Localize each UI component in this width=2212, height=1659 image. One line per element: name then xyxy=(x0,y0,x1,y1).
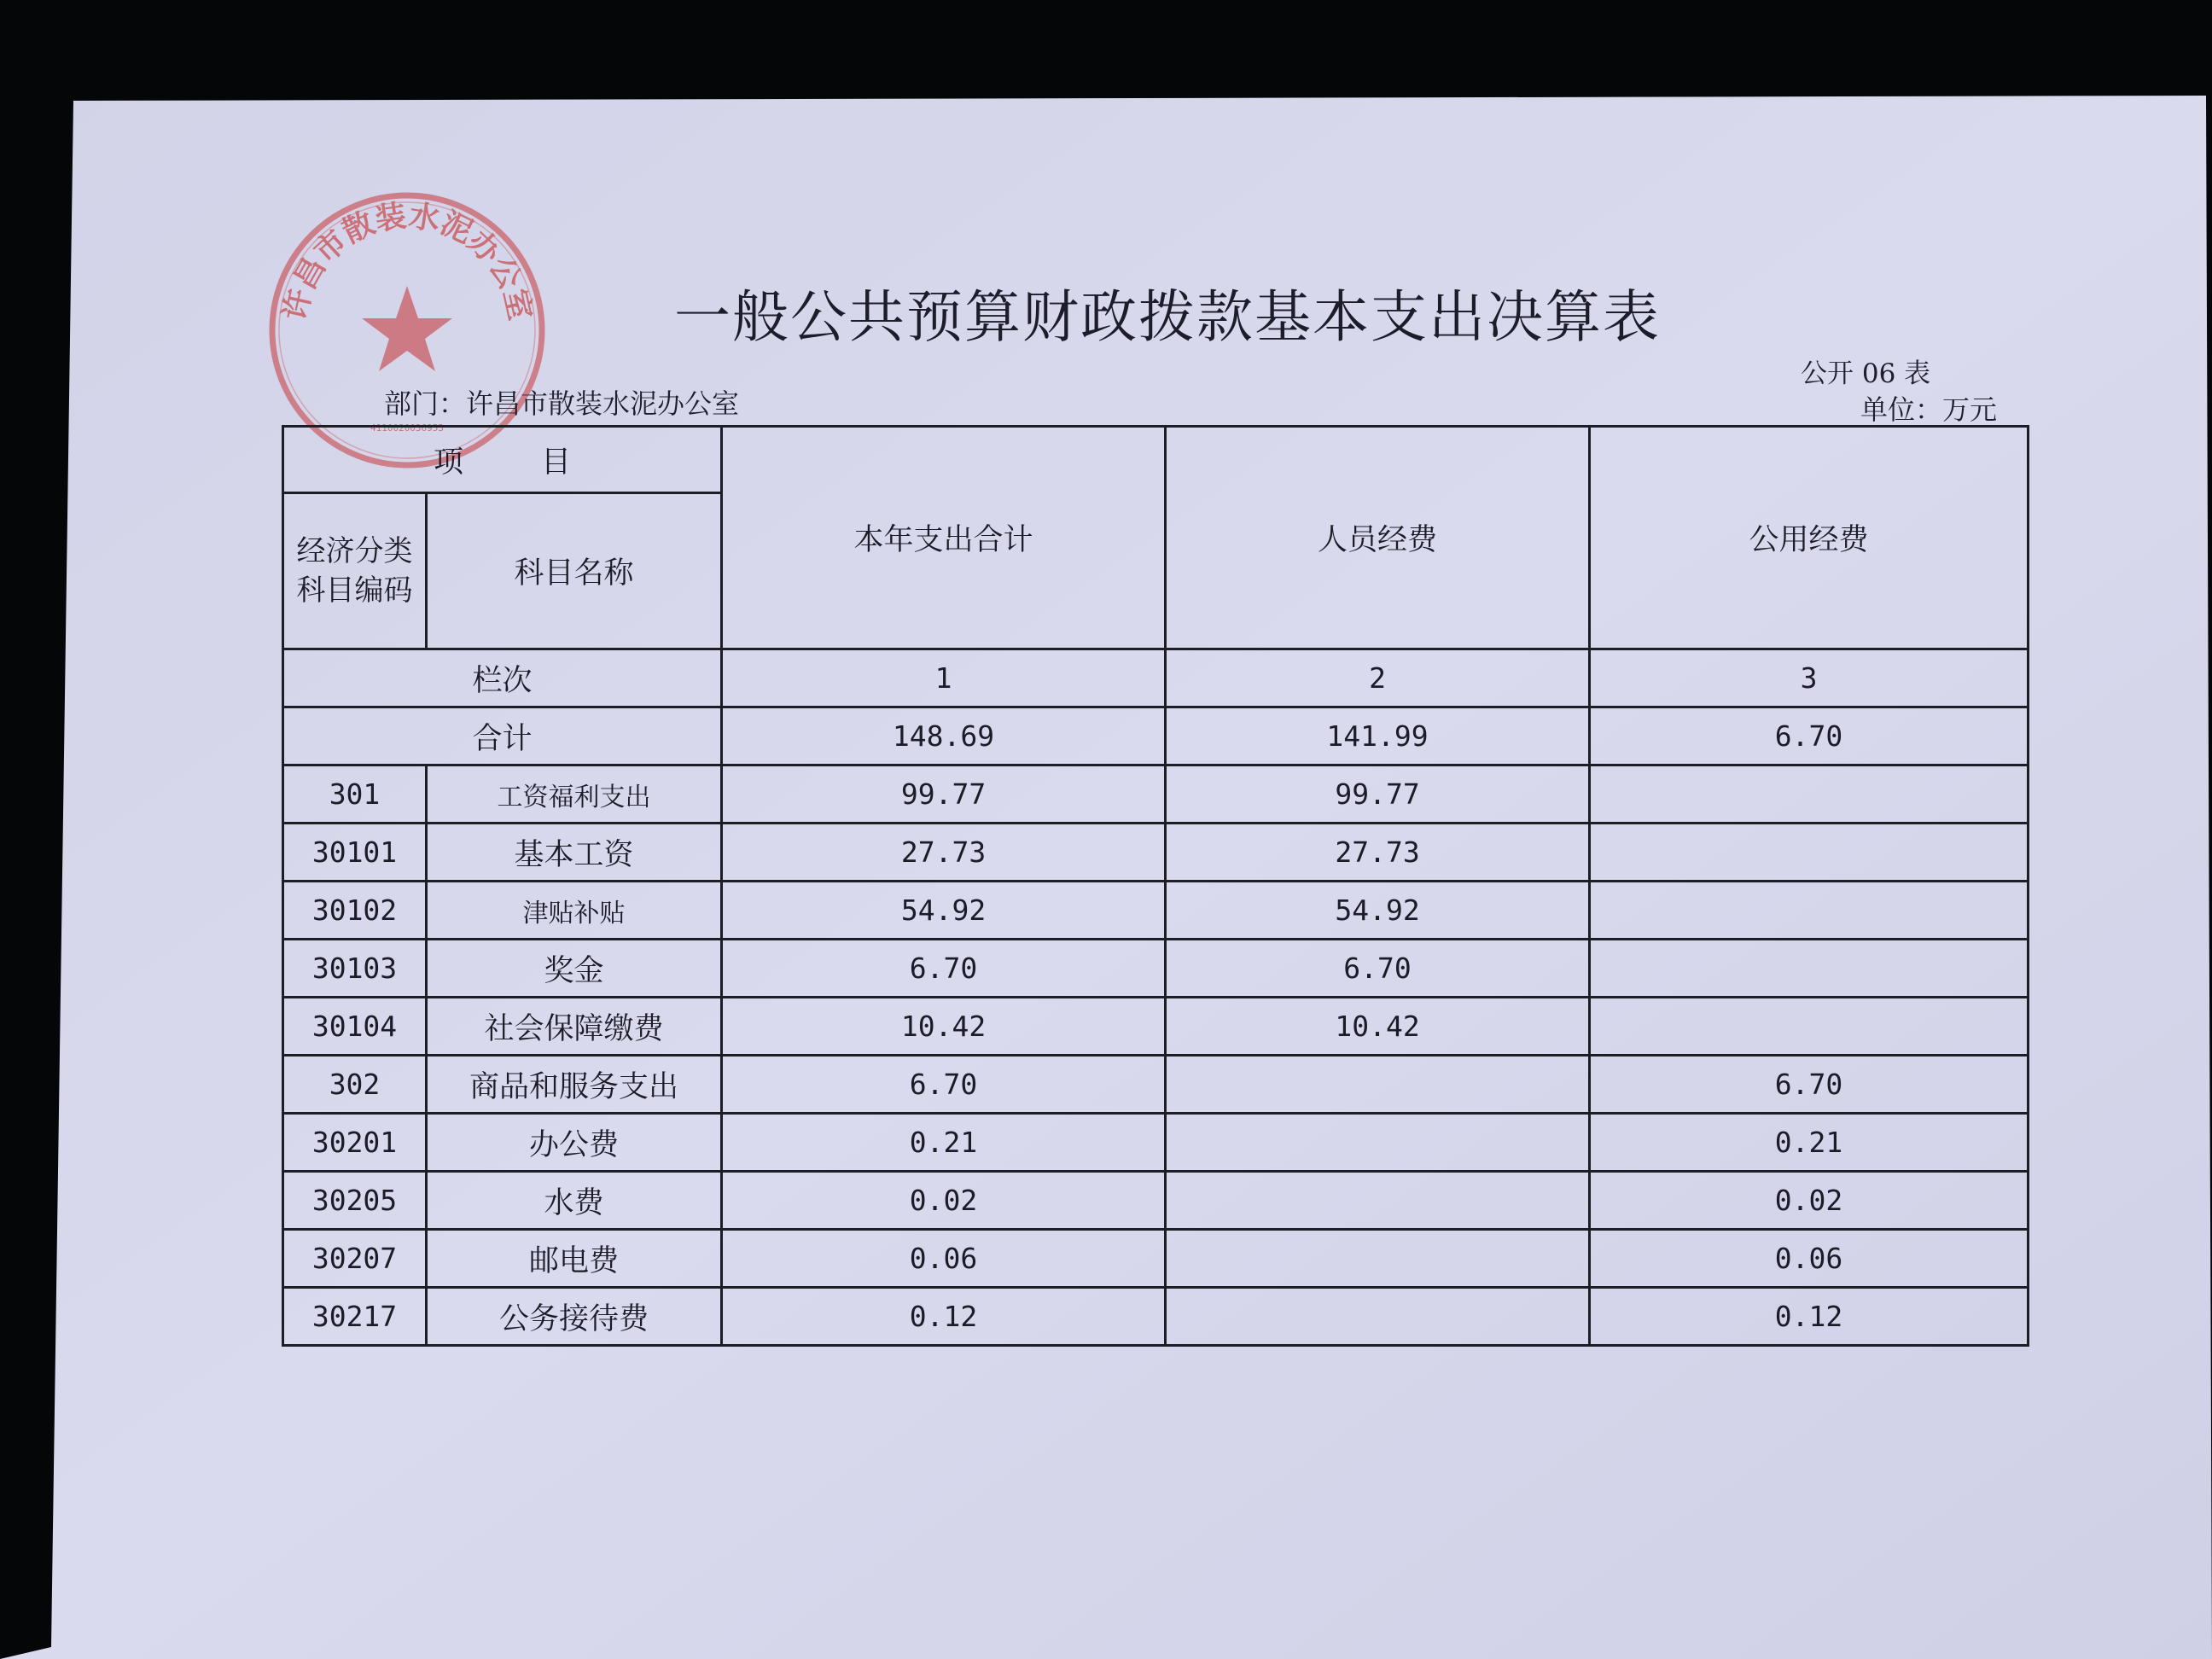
row-name: 奖金 xyxy=(427,940,722,998)
row-code: 30205 xyxy=(283,1172,427,1230)
row-personnel: 6.70 xyxy=(1166,940,1590,998)
row-total: 6.70 xyxy=(722,1056,1166,1114)
row-public xyxy=(1590,765,2029,824)
row-name: 邮电费 xyxy=(427,1230,722,1288)
row-total: 99.77 xyxy=(722,765,1166,824)
row-public xyxy=(1590,882,2029,940)
row-total: 0.06 xyxy=(722,1230,1166,1288)
row-total: 0.12 xyxy=(722,1288,1166,1346)
row-total: 0.02 xyxy=(722,1172,1166,1230)
row-name: 工资福利支出 xyxy=(427,765,722,824)
table-row xyxy=(283,1230,2029,1288)
row-personnel: 54.92 xyxy=(1166,882,1590,940)
column-index-2: 2 xyxy=(1166,649,1590,707)
header-econ-code: 经济分类科目编码 xyxy=(283,493,427,649)
table-row xyxy=(283,882,2029,940)
sum-label: 合计 xyxy=(283,707,722,765)
row-public: 0.21 xyxy=(1590,1114,2029,1172)
row-name: 公务接待费 xyxy=(427,1288,722,1346)
table-row xyxy=(283,1056,2029,1114)
column-index-row xyxy=(283,649,2029,707)
sum-total: 148.69 xyxy=(722,707,1166,765)
row-public: 6.70 xyxy=(1590,1056,2029,1114)
row-total: 54.92 xyxy=(722,882,1166,940)
header-total: 本年支出合计 xyxy=(722,427,1166,649)
column-index-label: 栏次 xyxy=(283,649,722,707)
row-name: 基本工资 xyxy=(427,824,722,882)
table-row xyxy=(283,1114,2029,1172)
row-name: 水费 xyxy=(427,1172,722,1230)
seal-text: 许昌市散装水泥办公室 xyxy=(277,198,538,324)
row-personnel xyxy=(1166,1056,1590,1114)
table-code: 公开 06 表 xyxy=(1801,358,1931,389)
row-total: 27.73 xyxy=(722,824,1166,882)
header-name: 科目名称 xyxy=(427,493,722,649)
row-name: 津贴补贴 xyxy=(427,882,722,940)
row-code: 30102 xyxy=(283,882,427,940)
column-index-3: 3 xyxy=(1590,649,2029,707)
sum-personnel: 141.99 xyxy=(1166,707,1590,765)
budget-table xyxy=(282,425,2029,1347)
header-row-item xyxy=(283,427,2029,493)
row-total: 10.42 xyxy=(722,998,1166,1056)
row-personnel xyxy=(1166,1230,1590,1288)
row-public: 0.02 xyxy=(1590,1172,2029,1230)
row-personnel: 10.42 xyxy=(1166,998,1590,1056)
row-personnel: 27.73 xyxy=(1166,824,1590,882)
department-label: 部门：许昌市散装水泥办公室 xyxy=(384,387,740,420)
row-personnel xyxy=(1166,1288,1590,1346)
table-row xyxy=(283,1288,2029,1346)
table-row xyxy=(283,765,2029,824)
row-total: 0.21 xyxy=(722,1114,1166,1172)
header-personnel: 人员经费 xyxy=(1166,427,1590,649)
row-code: 30207 xyxy=(283,1230,427,1288)
row-name: 社会保障缴费 xyxy=(427,998,722,1056)
row-code: 30217 xyxy=(283,1288,427,1346)
row-name: 办公费 xyxy=(427,1114,722,1172)
row-code: 302 xyxy=(283,1056,427,1114)
row-public: 0.12 xyxy=(1590,1288,2029,1346)
row-code: 30101 xyxy=(283,824,427,882)
table-row xyxy=(283,1172,2029,1230)
row-public xyxy=(1590,824,2029,882)
header-item: 项 目 xyxy=(283,427,722,493)
table-row xyxy=(283,998,2029,1056)
sum-public: 6.70 xyxy=(1590,707,2029,765)
unit-label: 单位：万元 xyxy=(1860,393,1998,426)
row-personnel xyxy=(1166,1114,1590,1172)
row-code: 30201 xyxy=(283,1114,427,1172)
header-public: 公用经费 xyxy=(1590,427,2029,649)
table-row xyxy=(283,940,2029,998)
row-code: 30103 xyxy=(283,940,427,998)
row-public: 0.06 xyxy=(1590,1230,2029,1288)
row-name: 商品和服务支出 xyxy=(427,1056,722,1114)
row-personnel xyxy=(1166,1172,1590,1230)
row-personnel: 99.77 xyxy=(1166,765,1590,824)
svg-text:4110020036953: 4110020036953 xyxy=(370,422,445,434)
row-total: 6.70 xyxy=(722,940,1166,998)
document-title: 一般公共预算财政拨款基本支出决算表 xyxy=(674,284,1661,350)
row-code: 30104 xyxy=(283,998,427,1056)
row-public xyxy=(1590,940,2029,998)
row-public xyxy=(1590,998,2029,1056)
row-code: 301 xyxy=(283,765,427,824)
sum-row xyxy=(283,707,2029,765)
table-row xyxy=(283,824,2029,882)
column-index-1: 1 xyxy=(722,649,1166,707)
